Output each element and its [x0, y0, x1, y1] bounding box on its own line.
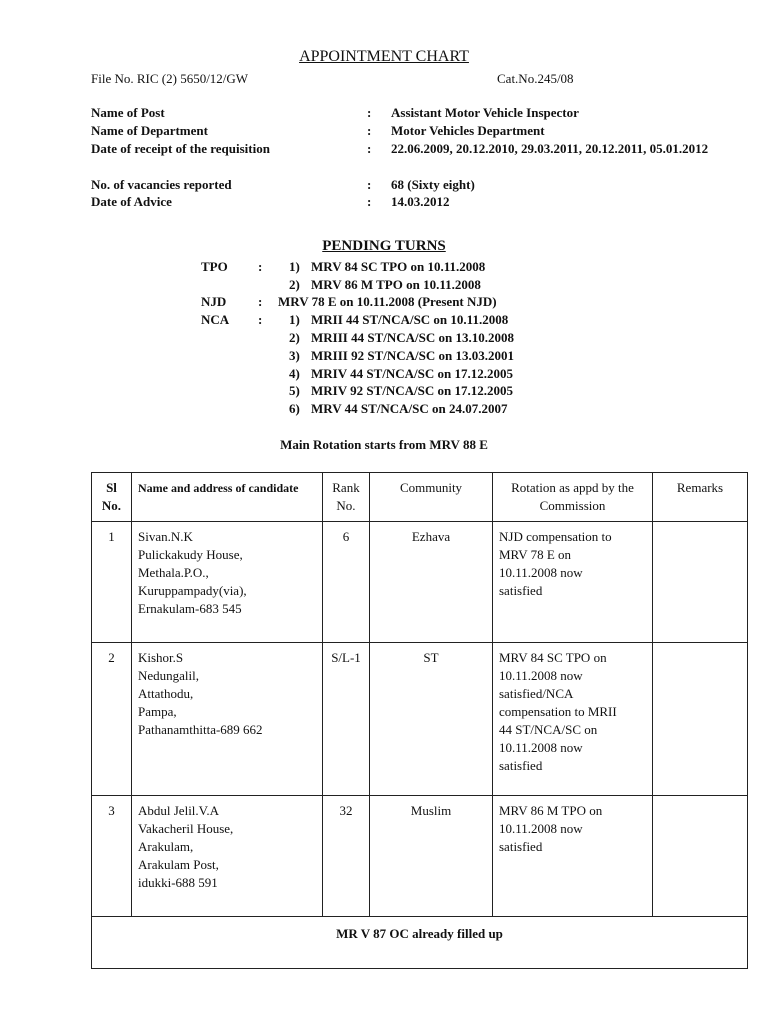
info-value: 22.06.2009, 20.12.2010, 29.03.2011, 20.12.2011, 05.01.2012 [391, 141, 709, 156]
cell-sl: 1 [92, 522, 132, 643]
info-label: Name of Department [91, 123, 208, 138]
info-value: 14.03.2012 [391, 194, 450, 209]
turn-text: MRII 44 ST/NCA/SC on 10.11.2008 [311, 312, 509, 327]
turn-text: MRV 84 SC TPO on 10.11.2008 [311, 259, 486, 274]
table-footer-row [92, 917, 748, 969]
document-title: APPOINTMENT CHART [299, 48, 469, 65]
header-community: Community [370, 473, 493, 522]
main-rotation-note: Main Rotation starts from MRV 88 E [280, 437, 488, 452]
candidates-table [91, 472, 748, 969]
cell-remarks [653, 522, 748, 643]
turn-text: MRV 44 ST/NCA/SC on 24.07.2007 [311, 401, 508, 416]
turn-text: MRV 78 E on 10.11.2008 (Present NJD) [278, 294, 497, 309]
footer-note: MR V 87 OC already filled up [92, 917, 748, 969]
cell-rotation: NJD compensation to MRV 78 E on 10.11.2008 now satisfied [493, 522, 653, 643]
turn-code: TPO [201, 259, 228, 274]
cell-community: Muslim [370, 796, 493, 917]
info-separator: : [367, 105, 372, 120]
header-rotation: Rotation as appd by the Commission [493, 473, 653, 522]
info-separator: : [367, 141, 372, 156]
info-separator: : [367, 177, 372, 192]
turn-number: 2) [289, 330, 300, 345]
turn-number: 1) [289, 312, 300, 327]
header-name-address: Name and address of candidate [132, 473, 323, 522]
turn-text: MRIV 92 ST/NCA/SC on 17.12.2005 [311, 383, 514, 398]
turn-separator: : [258, 312, 263, 327]
cell-sl: 2 [92, 643, 132, 796]
turn-number: 6) [289, 401, 300, 416]
cell-remarks [653, 796, 748, 917]
cell-community: Ezhava [370, 522, 493, 643]
cell-remarks [653, 643, 748, 796]
cell-rank: S/L-1 [323, 643, 370, 796]
header-sl-no: Sl No. [92, 473, 132, 522]
info-label: No. of vacancies reported [91, 177, 232, 192]
turn-code: NCA [201, 312, 230, 327]
info-value: Motor Vehicles Department [391, 123, 545, 138]
cell-address: Sivan.N.K Pulickakudy House, Methala.P.O., Kuruppampady(via), Ernakulam-683 545 [132, 522, 323, 643]
cell-rank: 32 [323, 796, 370, 917]
turn-separator: : [258, 259, 263, 274]
cell-rotation: MRV 86 M TPO on 10.11.2008 now satisfied [493, 796, 653, 917]
turn-text: MRV 86 M TPO on 10.11.2008 [311, 277, 481, 292]
cell-sl: 3 [92, 796, 132, 917]
category-number: Cat.No.245/08 [497, 71, 574, 86]
cell-community: ST [370, 643, 493, 796]
header-rank-no: Rank No. [323, 473, 370, 522]
turn-number: 2) [289, 277, 300, 292]
table-row [92, 796, 748, 917]
table-row [92, 522, 748, 643]
cell-rotation: MRV 84 SC TPO on 10.11.2008 now satisfied/NCA compensation to MRII 44 ST/NCA/SC on 10.11.2008 now satisfied [493, 643, 653, 796]
pending-turns-title: PENDING TURNS [322, 238, 446, 254]
info-label: Name of Post [91, 105, 165, 120]
table-row [92, 643, 748, 796]
info-separator: : [367, 194, 372, 209]
info-value: 68 (Sixty eight) [391, 177, 475, 192]
turn-text: MRIV 44 ST/NCA/SC on 17.12.2005 [311, 366, 514, 381]
info-value: Assistant Motor Vehicle Inspector [391, 105, 579, 120]
table-header-row [92, 473, 748, 522]
turn-text: MRIII 44 ST/NCA/SC on 13.10.2008 [311, 330, 514, 345]
turn-text: MRIII 92 ST/NCA/SC on 13.03.2001 [311, 348, 514, 363]
turn-number: 4) [289, 366, 300, 381]
cell-address: Abdul Jelil.V.A Vakacheril House, Arakulam, Arakulam Post, idukki-688 591 [132, 796, 323, 917]
header-remarks: Remarks [653, 473, 748, 522]
turn-code: NJD [201, 294, 227, 309]
turn-separator: : [258, 294, 263, 309]
info-label: Date of Advice [91, 194, 172, 209]
turn-number: 3) [289, 348, 300, 363]
info-separator: : [367, 123, 372, 138]
cell-address: Kishor.S Nedungalil, Attathodu, Pampa, Pathanamthitta-689 662 [132, 643, 323, 796]
info-label: Date of receipt of the requisition [91, 141, 270, 156]
cell-rank: 6 [323, 522, 370, 643]
turn-number: 1) [289, 259, 300, 274]
file-number: File No. RIC (2) 5650/12/GW [91, 71, 249, 86]
turn-number: 5) [289, 383, 300, 398]
